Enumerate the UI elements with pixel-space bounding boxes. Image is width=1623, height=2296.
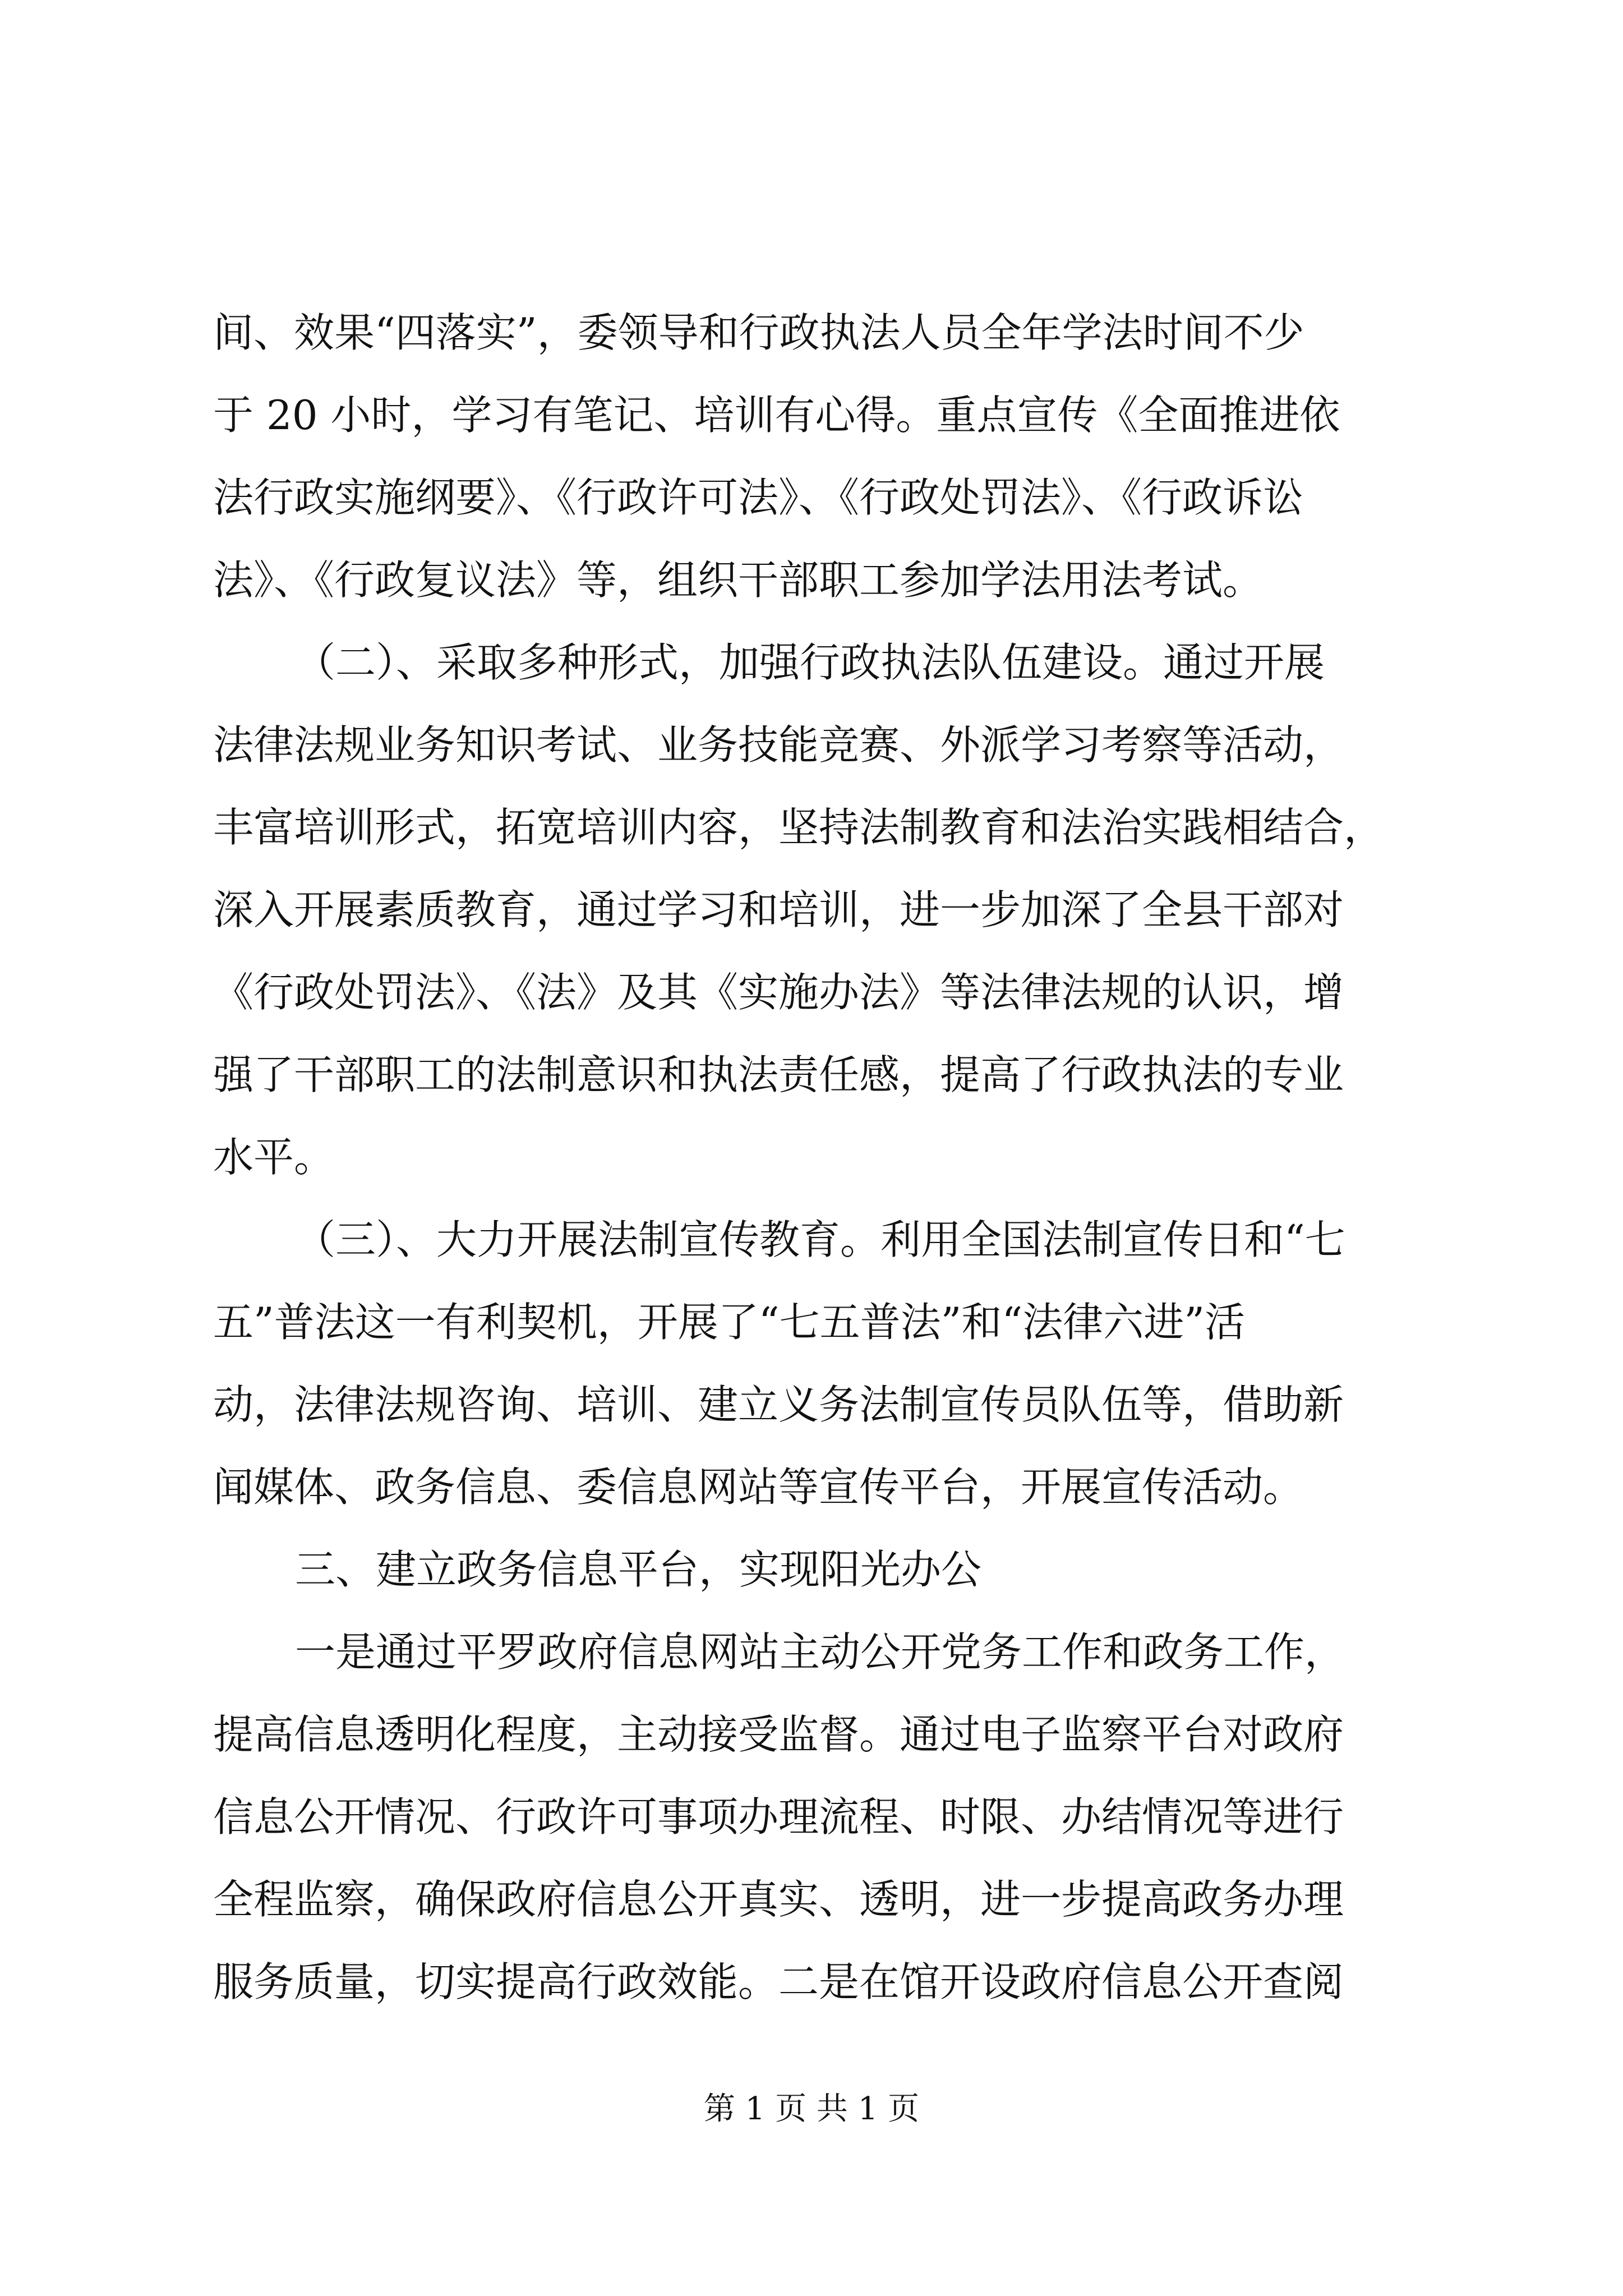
body-text-line: 信息公开情况、行政许可事项办理流程、时限、办结情况等进行: [213, 1793, 1344, 1841]
body-text-line: 服务质量，切实提高行政效能。二是在馆开设政府信息公开查阅: [213, 1958, 1344, 2005]
body-text-line: 动，法律法规咨询、培训、建立义务法制宣传员队伍等，借助新: [213, 1381, 1344, 1428]
body-text-line: 闻媒体、政务信息、委信息网站等宣传平台，开展宣传活动。: [213, 1464, 1304, 1511]
body-text-line: 提高信息透明化程度，主动接受监督。通过电子监察平台对政府: [213, 1711, 1344, 1758]
body-text-line: 深入开展素质教育，通过学习和培训，进一步加深了全县干部对: [213, 886, 1344, 933]
body-text-line: 五”普法这一有利契机，开展了“七五普法”和“法律六进”活: [213, 1299, 1246, 1346]
section-heading-two: （二）、采取多种形式，加强行政执法队伍建设。通过开展: [295, 639, 1325, 686]
body-text-line: 《行政处罚法》、《法》及其《实施办法》等法律法规的认识，增: [213, 969, 1344, 1016]
body-text-line: 全程监察，确保政府信息公开真实、透明，进一步提高政务办理: [213, 1876, 1344, 1923]
body-text-line: 强了干部职工的法制意识和执法责任感，提高了行政执法的专业: [213, 1051, 1344, 1098]
page-footer: 第 1 页 共 1 页: [703, 2091, 920, 2127]
section-heading-three: （三）、大力开展法制宣传教育。利用全国法制宣传日和“七: [295, 1216, 1345, 1263]
body-text-line: 法行政实施纲要》、《行政许可法》、《行政处罚法》、《行政诉讼: [213, 474, 1304, 521]
body-text-line: 间、效果“四落实”，委领导和行政执法人员全年学法时间不少: [213, 309, 1304, 356]
section-title: 三、建立政务信息平台，实现阳光办公: [295, 1546, 982, 1593]
body-text-line: 一是通过平罗政府信息网站主动公开党务工作和政务工作，: [295, 1628, 1345, 1676]
body-text-line: 丰富培训形式，拓宽培训内容，坚持法制教育和法治实践相结合，: [213, 804, 1385, 851]
body-text-line: 法》、《行政复议法》等，组织干部职工参加学法用法考试。: [213, 556, 1264, 604]
body-text-line: 法律法规业务知识考试、业务技能竞赛、外派学习考察等活动，: [213, 721, 1344, 769]
body-text-line: 水平。: [213, 1134, 335, 1181]
body-text-line: 于 20 小时，学习有笔记、培训有心得。重点宣传《全面推进依: [213, 392, 1340, 439]
